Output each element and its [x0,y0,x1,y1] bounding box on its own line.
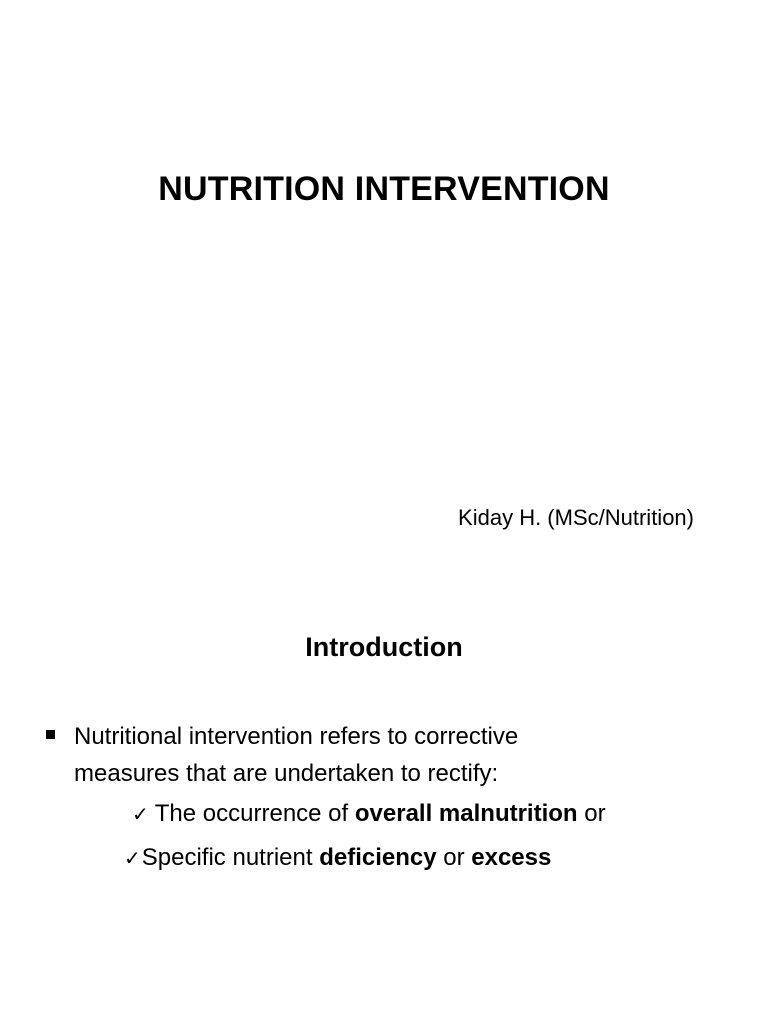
check-icon: ✓ [132,802,149,826]
sub-item-text: Specific nutrient [141,844,320,871]
sub-item-bold-text: overall malnutrition [354,800,578,827]
bullet-item [42,718,722,792]
sub-item-bold-text-2: excess [471,844,552,871]
sub-list-item [42,792,722,836]
sub-item-text-end: or [577,800,606,827]
author-credit: Kiday H. (MSc/Nutrition) [458,505,694,530]
bullet-text-line-2: measures that are undertaken to rectify: [74,760,499,787]
sub-list-item [42,836,722,880]
sub-item-text: The occurrence of [154,800,355,827]
sub-item-text-middle: or [436,844,472,871]
square-bullet-icon [46,730,55,739]
document-title: NUTRITION INTERVENTION [158,170,610,208]
bullet-text-line-1: Nutritional intervention refers to corrective [74,723,519,750]
bullet-list [42,718,722,880]
section-heading: Introduction [305,632,463,662]
sub-item-bold-text: deficiency [319,844,437,871]
check-icon: ✓ [124,846,141,870]
